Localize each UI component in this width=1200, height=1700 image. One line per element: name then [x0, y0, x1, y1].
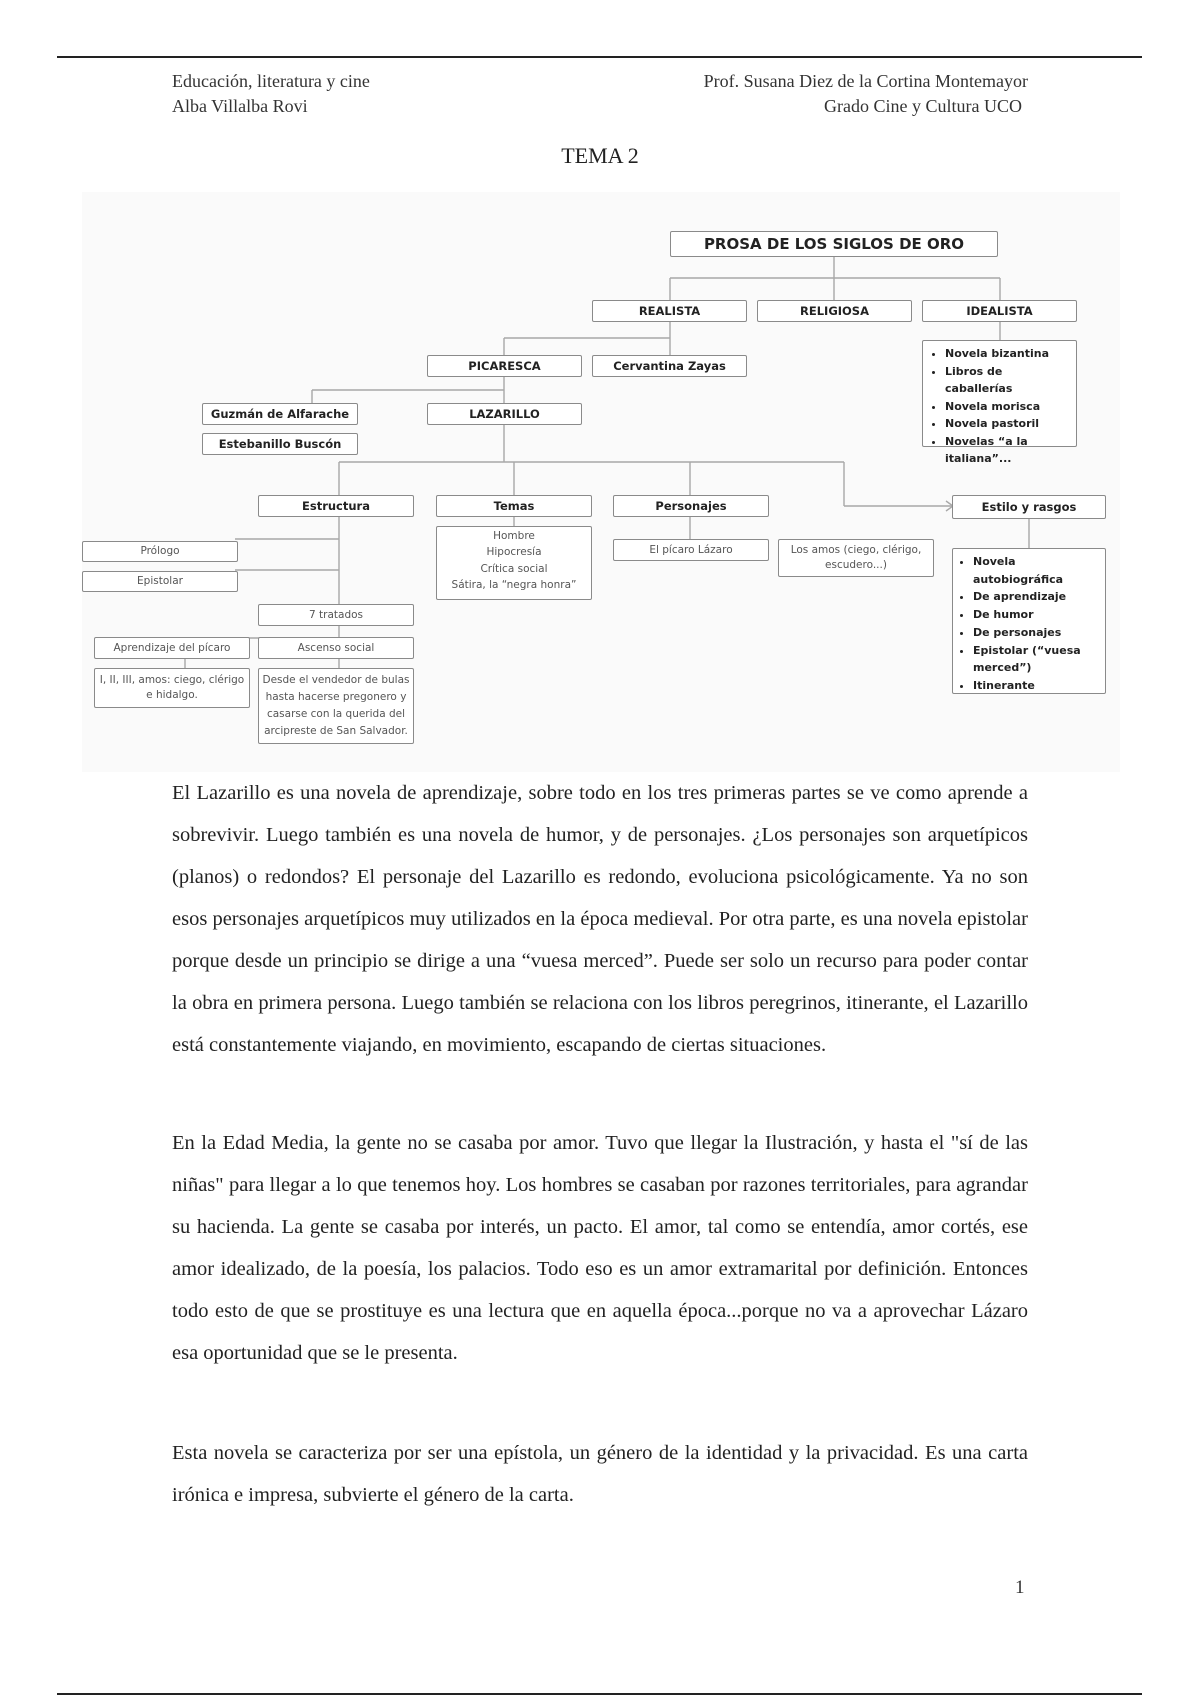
temas-item: Sátira, la “negra honra”: [451, 578, 577, 591]
cervantina-node: Cervantina Zayas: [592, 355, 747, 377]
header-course: Educación, literatura y cine: [172, 71, 370, 91]
idealista-item: • Novela pastoril: [945, 415, 1070, 433]
estilo-list: [952, 548, 1106, 694]
estilo-item: • De personajes: [973, 624, 1099, 642]
temas-item: Hombre: [493, 530, 535, 542]
estilo-item: • De aprendizaje: [973, 588, 1099, 606]
paragraph-3: Esta novela se caracteriza por ser una epístola, un género de la identidad y la privacidad. Es una carta irónica e impresa, subvierte el género de la carta.: [172, 1442, 1028, 1506]
idealista-node: IDEALISTA: [922, 300, 1077, 322]
religiosa-node: RELIGIOSA: [757, 300, 912, 322]
picaresca-node: PICARESCA: [427, 355, 582, 377]
idealista-item: • Novela bizantina: [945, 345, 1070, 363]
personajes-node: Personajes: [613, 495, 769, 517]
realista-node: REALISTA: [592, 300, 747, 322]
paragraph-1: El Lazarillo es una novela de aprendizaje, sobre todo en los tres primeras partes se ve como aprende a sobrevivir. Luego también es una novela de humor, y de personajes. ¿Los personajes son arquetípicos (planos) o redondos? El personaje del Lazarillo es redondo, evoluciona psicológicamente. Ya no son esos personajes arquetípicos muy utilizados en la época medieval. Por otra parte, es una novela epistolar porque desde un principio se dirige a una “vuesa merced”. Puede ser solo un recurso para poder contar la obra en primera persona. Luego también se relaciona con los libros peregrinos, itinerante, el Lazarillo está constantemente viajando, en movimiento, escapando de ciertas situaciones.: [172, 782, 1028, 1056]
temas-item: Crítica social: [480, 562, 548, 575]
aprendizaje-node: Aprendizaje del pícaro: [94, 637, 250, 659]
header-degree: Grado Cine y Cultura UCO: [824, 96, 1022, 116]
top-rule: [57, 56, 1142, 58]
estilo-item: • Novela autobiográfica: [973, 553, 1099, 588]
lazarillo-node: LAZARILLO: [427, 403, 582, 425]
idealista-item: • Libros de caballerías: [945, 363, 1070, 398]
guzman-node: Guzmán de Alfarache: [202, 403, 358, 425]
concept-map: [82, 192, 1120, 772]
ascenso-node: Ascenso social: [258, 637, 414, 659]
epistolar-node: Epistolar: [82, 571, 238, 592]
estilo-node: Estilo y rasgos: [952, 495, 1106, 519]
header-professor: Prof. Susana Diez de la Cortina Montemayor: [703, 71, 1028, 91]
temas-node: Temas: [436, 495, 592, 517]
temas-list: [436, 526, 592, 600]
page-title: TEMA 2: [561, 143, 639, 168]
root-node: PROSA DE LOS SIGLOS DE ORO: [670, 231, 998, 257]
estilo-item: • De humor: [973, 606, 1099, 624]
estilo-item: • Epistolar (“vuesa merced”): [973, 642, 1099, 677]
header-author: Alba Villalba Rovi: [172, 96, 308, 116]
tratados-node: 7 tratados: [258, 604, 414, 626]
amos-list-node: I, II, III, amos: ciego, clérigo e hidalgo.: [94, 668, 250, 708]
bottom-rule: [57, 1693, 1142, 1695]
picaro-node: El pícaro Lázaro: [613, 539, 769, 561]
idealista-item: • Novelas “a la italiana”...: [945, 433, 1070, 468]
amos-node: Los amos (ciego, clérigo, escudero...): [778, 539, 934, 577]
estebanillo-node: Estebanillo Buscón: [202, 433, 358, 455]
estilo-item: • Itinerante: [973, 677, 1099, 695]
paragraph-2: En la Edad Media, la gente no se casaba por amor. Tuvo que llegar la Ilustración, y hasta el "sí de las niñas" para llegar a lo que tenemos hoy. Los hombres se casaban por razones territoriales, para agrandar su hacienda. La gente se casaba por interés, un pacto. El amor, tal como se entendía, amor cortés, ese amor idealizado, de la poesía, los palacios. Todo eso es un amor extramarital por definición. Entonces todo esto de que se prostituye es una lectura que en aquella época...porque no va a aprovechar Lázaro esa oportunidad que se le presenta.: [172, 1132, 1028, 1364]
page-number: 1: [1015, 1577, 1025, 1598]
idealista-list: [922, 340, 1077, 465]
idealista-item: • Novela morisca: [945, 398, 1070, 416]
prologo-node: Prólogo: [82, 541, 238, 562]
estructura-node: Estructura: [258, 495, 414, 517]
vendedor-node: Desde el vendedor de bulas hasta hacerse pregonero y casarse con la querida del arcipreste de San Salvador.: [258, 668, 414, 744]
temas-item: Hipocresía: [486, 546, 542, 559]
